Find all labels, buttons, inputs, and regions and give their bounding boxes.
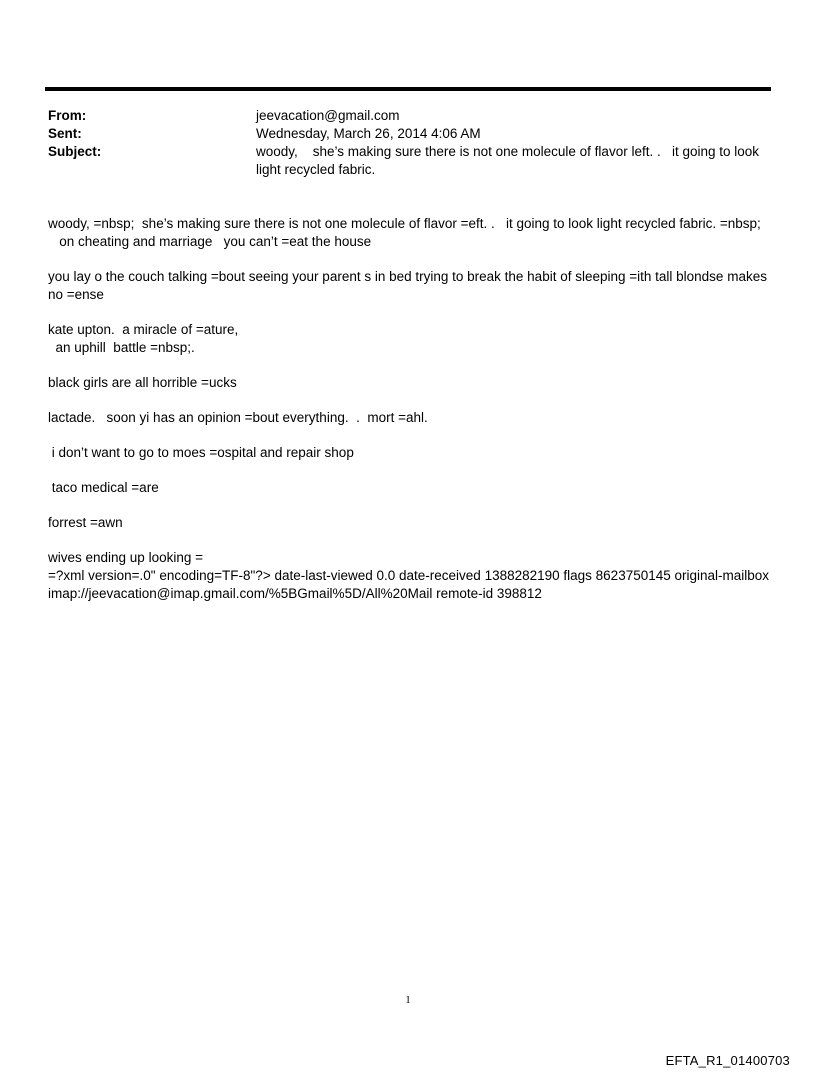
body-paragraph: forrest =awn: [48, 515, 123, 530]
from-row: [48, 107, 770, 125]
body-paragraph: i don’t want to go to moes =ospital and repair shop: [48, 445, 354, 460]
from-label: From:: [48, 108, 87, 123]
body-paragraph: wives ending up looking = =?xml version=.0" encoding=TF-8"?> date-last-viewed 0.0 date-received 1388282190 flags 8623750145 original-mailbox imap://jeevacation@imap.gmail.com/%5BGmail%5D/All%20Mail remote-id 398812: [48, 550, 770, 601]
subject-value: woody, she’s making sure there is not one molecule of flavor left. . it going to look light recycled fabric.: [256, 144, 763, 177]
body-paragraph: black girls are all horrible =ucks: [48, 375, 237, 390]
body-paragraph: taco medical =are: [48, 480, 159, 495]
page-number: 1: [405, 994, 411, 1006]
subject-label: Subject:: [48, 144, 102, 159]
body-paragraph: woody, =nbsp; she’s making sure there is not one molecule of flavor =eft. . it going to look light recycled fabric. =nbsp; on cheating and marriage you can’t =eat the house: [48, 216, 761, 249]
subject-row: [48, 143, 770, 179]
document-id: EFTA_R1_01400703: [665, 1053, 790, 1068]
sent-value: Wednesday, March 26, 2014 4:06 AM: [256, 126, 481, 141]
body-paragraph: lactade. soon yi has an opinion =bout everything. . mort =ahl.: [48, 410, 428, 425]
from-value: jeevacation@gmail.com: [256, 108, 400, 123]
body-paragraph: you lay o the couch talking =bout seeing your parent s in bed trying to break the habit of sleeping =ith tall blondse makes no =ense: [48, 269, 771, 302]
body-paragraph: kate upton. a miracle of =ature, an uphill battle =nbsp;.: [48, 322, 239, 355]
sent-row: [48, 125, 770, 143]
header-divider: [45, 87, 771, 91]
sent-label: Sent:: [48, 126, 82, 141]
email-header: [48, 107, 770, 179]
email-body: [48, 215, 778, 620]
